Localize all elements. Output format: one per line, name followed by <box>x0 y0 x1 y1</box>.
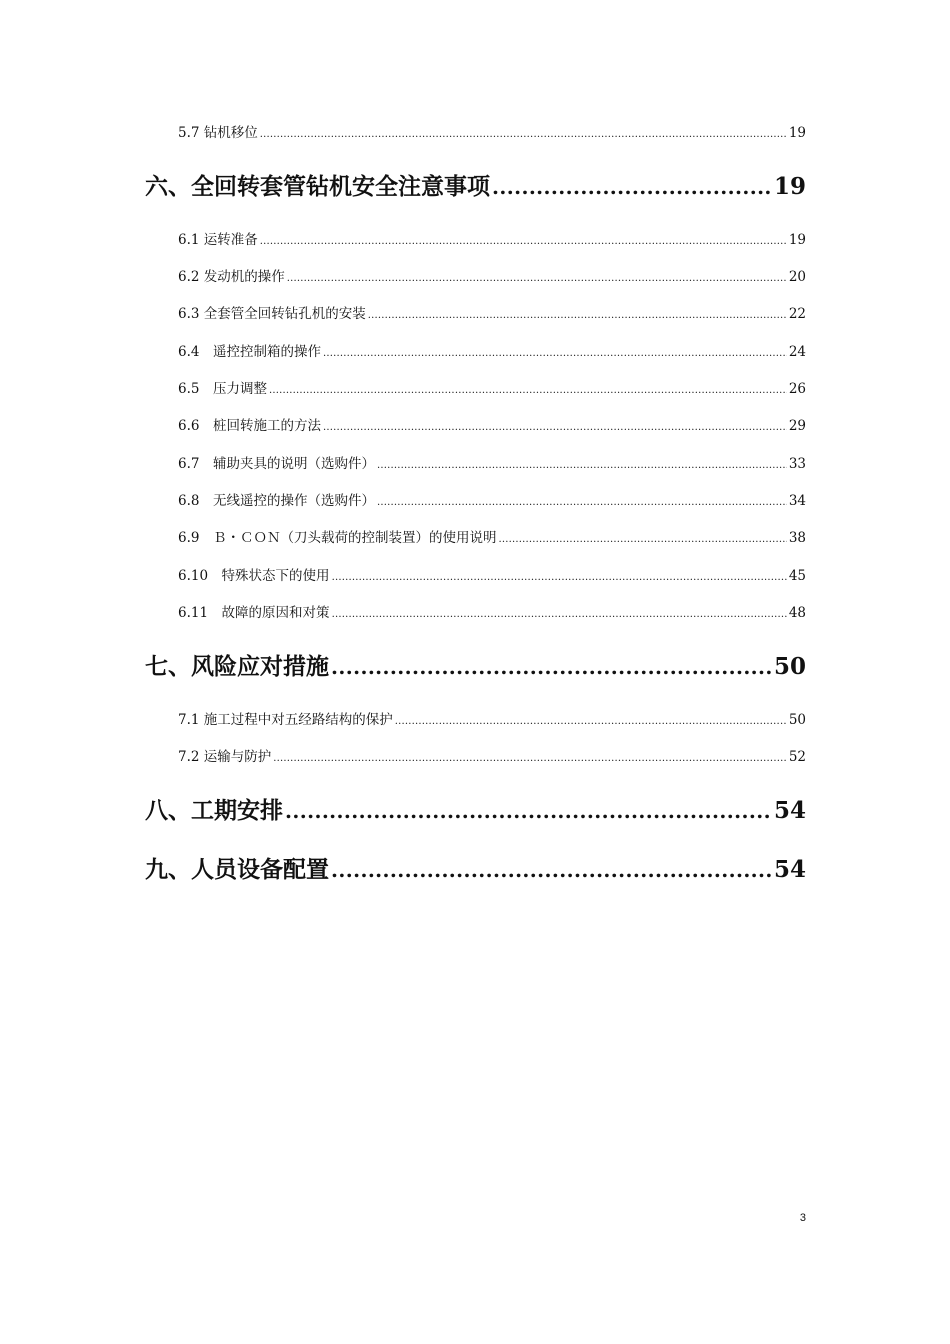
dot-leader <box>377 493 787 513</box>
toc-chapter-7[interactable] <box>145 651 806 683</box>
dot-leader <box>332 605 787 625</box>
toc-entry-6-9[interactable] <box>178 528 806 548</box>
toc-page-number: 45 <box>788 568 806 584</box>
toc-entry-6-11[interactable] <box>178 603 806 623</box>
toc-entry-6-8[interactable] <box>178 491 806 511</box>
toc-entry-6-5[interactable] <box>178 379 806 399</box>
toc-label: 6.6 桩回转施工的方法 <box>178 418 321 434</box>
toc-label: 6.9 Ｂ・ＣＯＮ（刀头载荷的控制装置）的使用说明 <box>178 530 497 546</box>
toc-page-number: 50 <box>773 653 806 680</box>
toc-entry-7-2[interactable] <box>178 747 806 767</box>
toc-page-number: 52 <box>788 749 806 765</box>
toc-label: 6.3 全套管全回转钻孔机的安装 <box>178 306 366 322</box>
toc-label: 6.11 故障的原因和对策 <box>178 605 330 621</box>
toc-page-number: 54 <box>773 856 806 883</box>
toc-page-number: 29 <box>788 418 806 434</box>
toc-page-number: 38 <box>788 530 806 546</box>
dot-leader <box>377 456 787 476</box>
toc-entry-6-10[interactable] <box>178 566 806 586</box>
toc-page-number: 19 <box>773 173 806 200</box>
toc-entry-6-6[interactable] <box>178 416 806 436</box>
toc-entry-5-7[interactable] <box>178 123 806 143</box>
dot-leader <box>287 269 787 289</box>
dot-leader <box>332 568 787 588</box>
toc-page-number: 33 <box>788 456 806 472</box>
toc-chapter-label: 八、工期安排 <box>145 797 283 824</box>
toc-chapter-label: 九、人员设备配置 <box>145 856 329 883</box>
dot-leader <box>498 530 786 550</box>
page-number: 3 <box>799 1212 806 1224</box>
toc-label: 6.1 运转准备 <box>178 232 258 248</box>
toc-page-number: 24 <box>788 344 806 360</box>
toc-chapter-label: 七、风险应对措施 <box>145 653 329 680</box>
dot-leader <box>269 381 787 401</box>
toc-page-number: 19 <box>788 125 806 141</box>
toc-entry-6-4[interactable] <box>178 342 806 362</box>
toc-label: 6.7 辅助夹具的说明（选购件） <box>178 456 375 472</box>
toc-page-number: 20 <box>788 269 806 285</box>
dot-leader <box>273 749 787 769</box>
toc-chapter-label: 六、全回转套管钻机安全注意事项 <box>145 173 490 200</box>
dot-leader <box>492 171 772 203</box>
toc-page-number: 26 <box>788 381 806 397</box>
toc-page-number: 54 <box>773 797 806 824</box>
dot-leader <box>368 306 787 326</box>
dot-leader <box>323 418 787 438</box>
toc-label: 6.10 特殊状态下的使用 <box>178 568 330 584</box>
dot-leader <box>323 344 787 364</box>
dot-leader <box>395 712 787 732</box>
toc-entry-6-2[interactable] <box>178 267 806 287</box>
toc-page-number: 48 <box>788 605 806 621</box>
dot-leader <box>260 125 787 145</box>
toc-label: 5.7 钻机移位 <box>178 125 258 141</box>
toc-entry-7-1[interactable] <box>178 710 806 730</box>
toc-entry-6-3[interactable] <box>178 304 806 324</box>
toc-page-number: 34 <box>788 493 806 509</box>
toc-label: 7.2 运输与防护 <box>178 749 272 765</box>
toc-entry-6-7[interactable] <box>178 454 806 474</box>
toc-page-number: 50 <box>788 712 806 728</box>
toc-label: 6.5 压力调整 <box>178 381 267 397</box>
toc-chapter-9[interactable] <box>145 854 806 886</box>
toc-label: 6.4 遥控控制箱的操作 <box>178 344 321 360</box>
toc-page-number: 22 <box>788 306 806 322</box>
toc-entry-6-1[interactable] <box>178 230 806 250</box>
dot-leader <box>260 232 787 252</box>
dot-leader <box>331 854 772 886</box>
dot-leader <box>331 651 772 683</box>
toc-chapter-8[interactable] <box>145 795 806 827</box>
toc-page-number: 19 <box>788 232 806 248</box>
toc-label: 6.2 发动机的操作 <box>178 269 285 285</box>
toc-label: 6.8 无线遥控的操作（选购件） <box>178 493 375 509</box>
toc-label: 7.1 施工过程中对五经路结构的保护 <box>178 712 393 728</box>
dot-leader <box>285 795 772 827</box>
toc-chapter-6[interactable] <box>145 171 806 203</box>
